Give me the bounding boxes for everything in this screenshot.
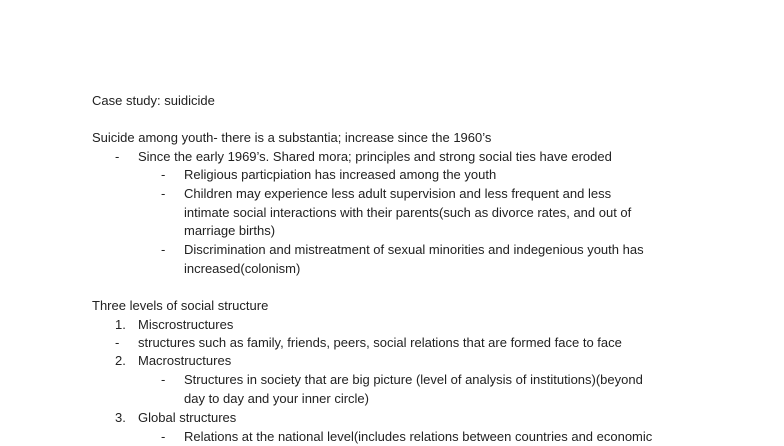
list-subitem <box>0 166 784 184</box>
list-subitem-text: marriage births) <box>184 223 276 238</box>
list-item <box>0 148 784 166</box>
list-subitem-text: Structures in society that are big picture (level of analysis of institutions)(beyond <box>184 372 643 387</box>
list-subitem-text: intimate social interactions with their parents(such as divorce rates, and out of <box>184 205 632 220</box>
list-subitem-text: Religious particpiation has increased among the youth <box>184 167 497 182</box>
section2-heading: Three levels of social structure <box>92 298 269 313</box>
list-subitem-continuation <box>0 390 784 408</box>
list-item-text: Miscrostructures <box>138 317 234 332</box>
bullet-marker: - <box>115 149 120 164</box>
list-item <box>0 334 784 352</box>
number-marker: 3. <box>115 410 126 425</box>
document-title-line <box>0 92 784 110</box>
number-marker: 2. <box>115 353 126 368</box>
list-subitem-continuation <box>0 222 784 240</box>
number-marker: 1. <box>115 317 126 332</box>
bullet-marker: - <box>161 186 166 201</box>
bullet-marker: - <box>161 372 166 387</box>
bullet-marker: - <box>161 429 166 444</box>
bullet-marker: - <box>161 242 166 257</box>
list-subitem <box>0 371 784 389</box>
list-item <box>0 352 784 370</box>
section2-heading-line <box>0 297 784 315</box>
list-item-text: Global structures <box>138 410 237 425</box>
bullet-marker: - <box>115 335 120 350</box>
list-subitem <box>0 241 784 259</box>
list-item-text: structures such as family, friends, peers, social relations that are formed face to face <box>138 335 622 350</box>
list-subitem-continuation <box>0 260 784 278</box>
list-item <box>0 409 784 427</box>
section1-heading: Suicide among youth- there is a substantia; increase since the 1960’s <box>92 130 492 145</box>
list-subitem-text: Children may experience less adult supervision and less frequent and less <box>184 186 612 201</box>
list-subitem <box>0 428 784 446</box>
list-item <box>0 316 784 334</box>
list-subitem-text: increased(colonism) <box>184 261 301 276</box>
list-subitem-continuation <box>0 204 784 222</box>
section1-heading-line <box>0 129 784 147</box>
list-subitem-text: Relations at the national level(includes relations between countries and economic <box>184 429 653 444</box>
list-subitem-text: day to day and your inner circle) <box>184 391 369 406</box>
list-subitem-text: Discrimination and mistreatment of sexual minorities and indegenious youth has <box>184 242 644 257</box>
list-subitem <box>0 185 784 203</box>
list-item-text: Macrostructures <box>138 353 232 368</box>
document-title: Case study: suidicide <box>92 93 215 108</box>
bullet-marker: - <box>161 167 166 182</box>
list-item-text: Since the early 1969’s. Shared mora; principles and strong social ties have eroded <box>138 149 612 164</box>
